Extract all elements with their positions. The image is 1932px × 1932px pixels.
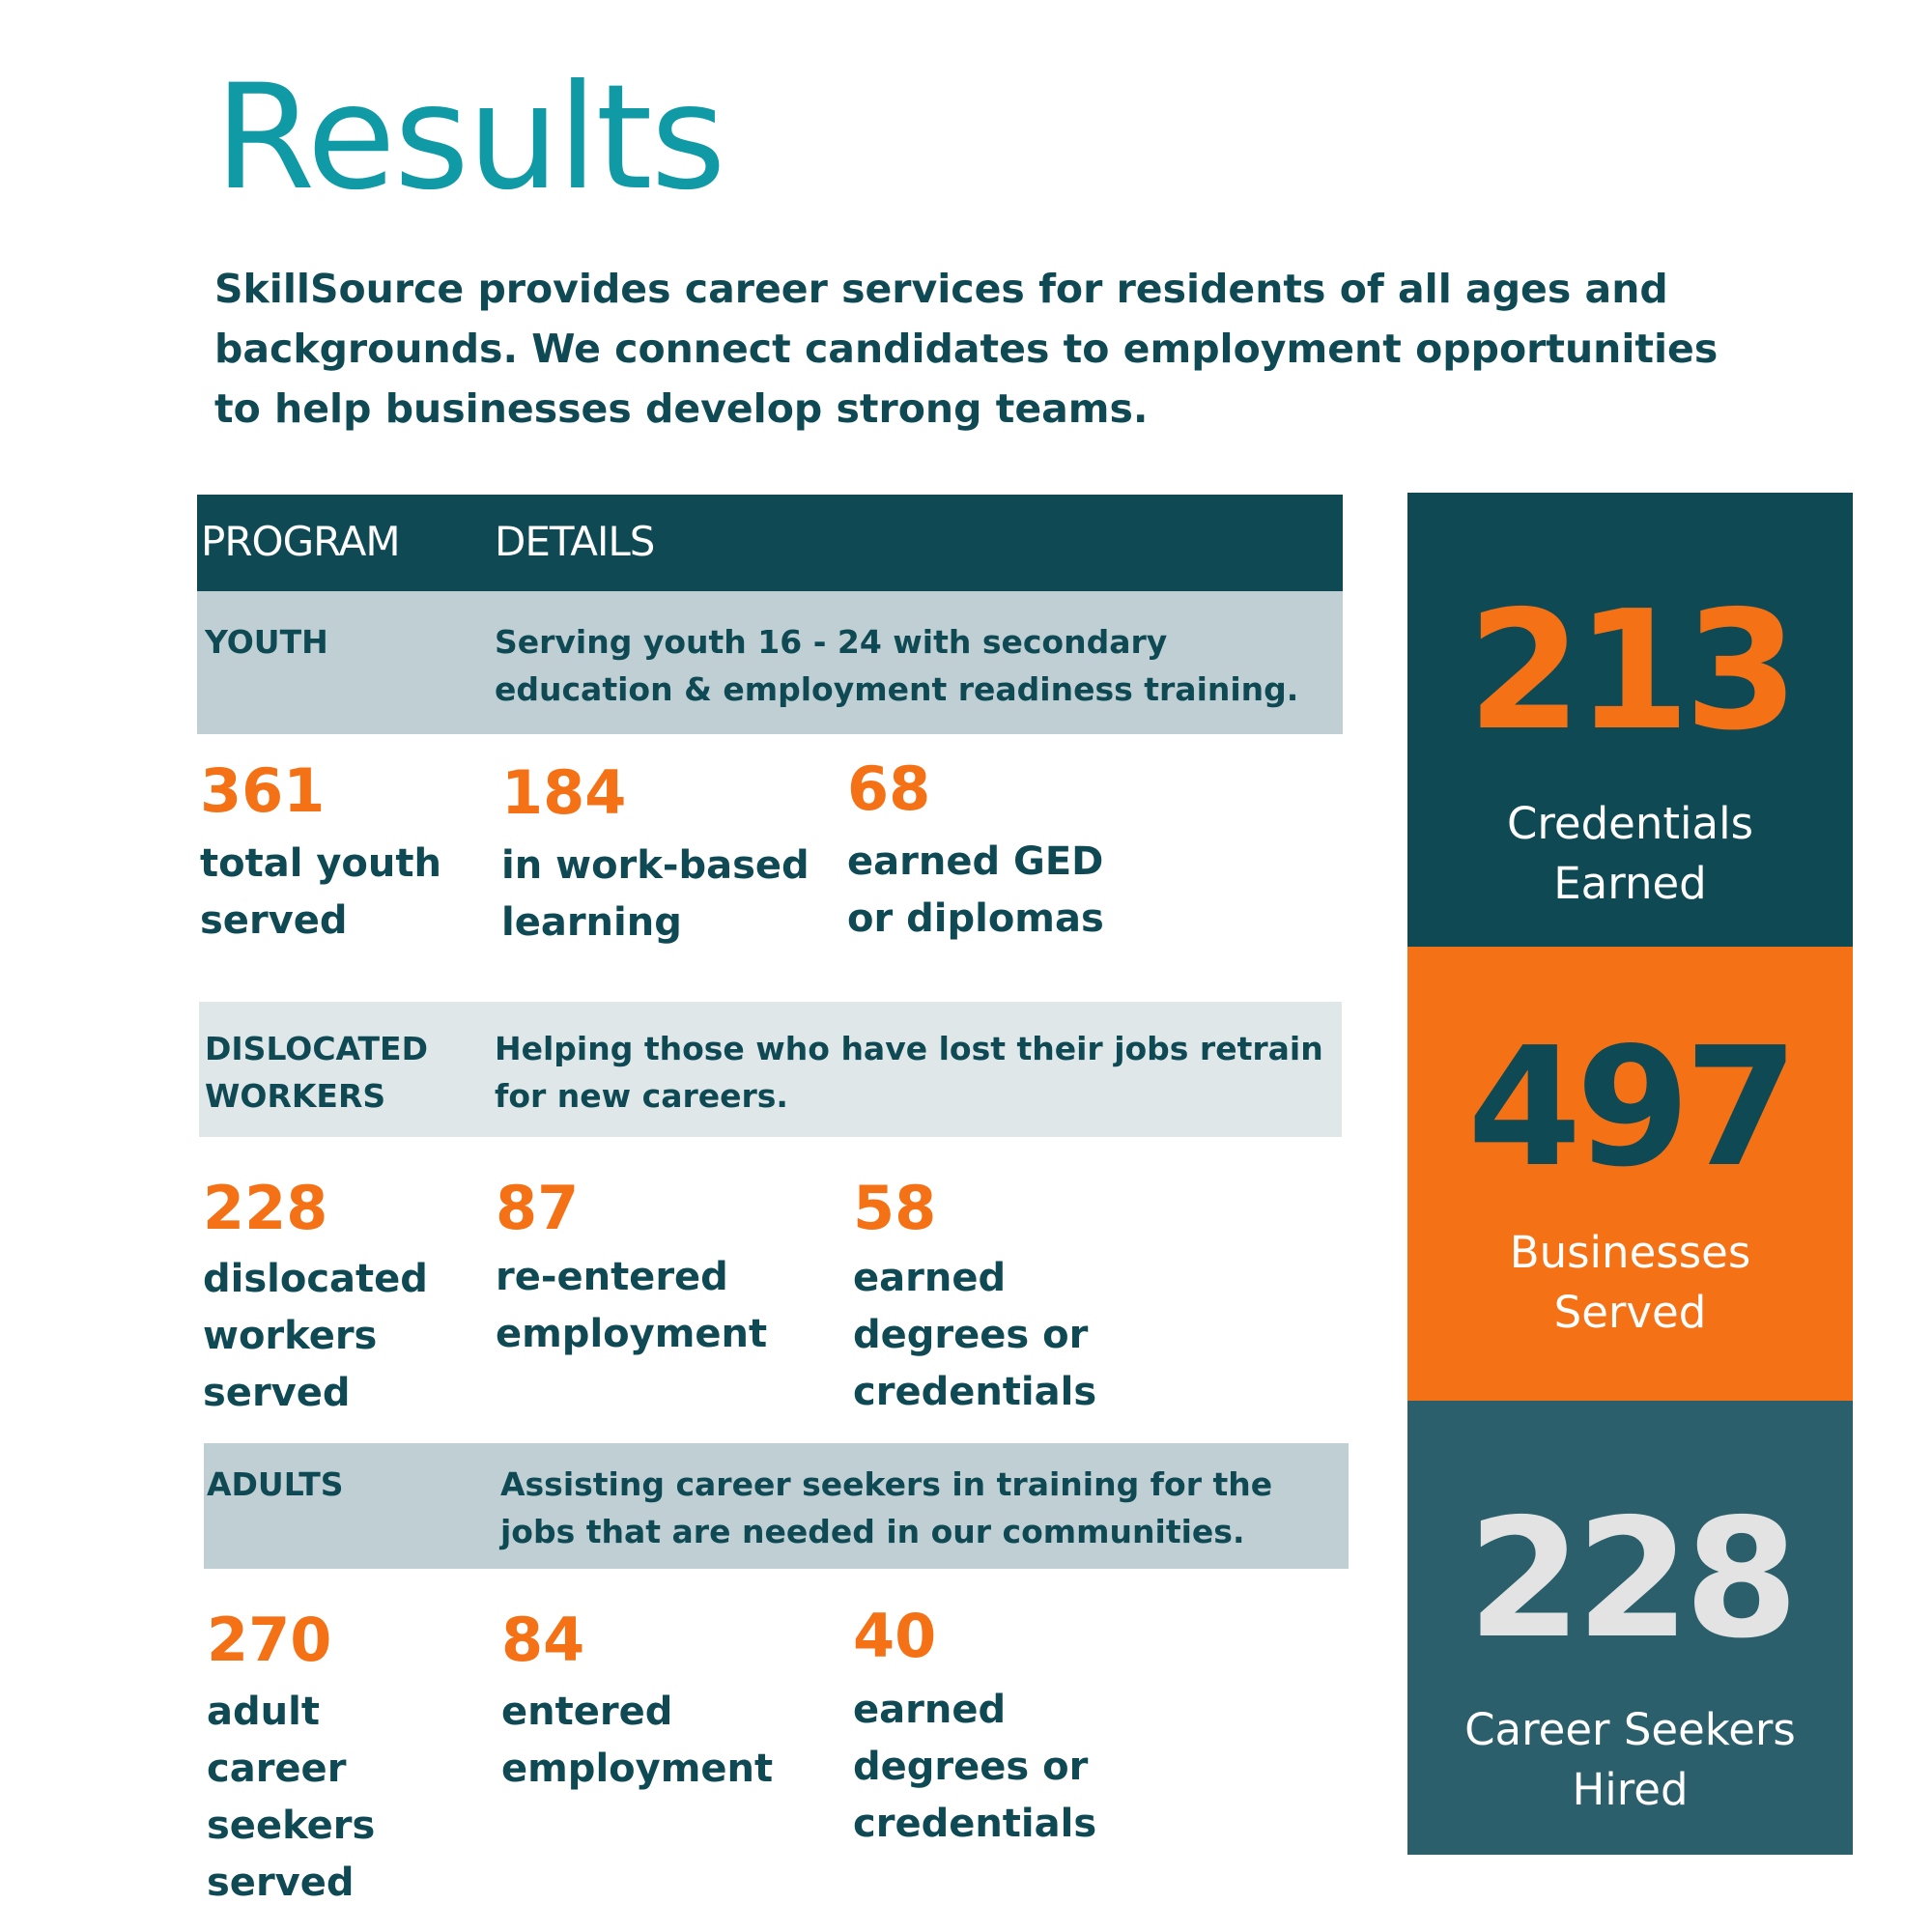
stat-value: 68 (847, 753, 931, 824)
program-details: Helping those who have lost their jobs retrain for new careers. (495, 1030, 1323, 1115)
program-band-youth (197, 591, 1343, 734)
highlight-label: Career Seekers Hired (1464, 1704, 1796, 1815)
stat-value: 58 (853, 1173, 937, 1243)
stat-label: entered employment (501, 1690, 774, 1791)
header-details: DETAILS (495, 518, 655, 565)
table-header (197, 495, 1343, 591)
intro-paragraph: SkillSource provides career services for residents of all ages and backgrounds. We connect candidates to employment opportunities to help businesses develop strong teams. (214, 266, 1719, 432)
highlight-label: Businesses Served (1509, 1227, 1751, 1338)
program-details: Serving youth 16 - 24 with secondary education & employment readiness training. (495, 623, 1299, 708)
stat-value: 40 (853, 1601, 937, 1671)
highlight-career-seekers-hired (1407, 1401, 1853, 1855)
program-band-adults (204, 1443, 1349, 1569)
stat-label: dislocated workers served (203, 1257, 428, 1415)
program-name: DISLOCATED WORKERS (205, 1030, 428, 1115)
stat-value: 184 (501, 757, 627, 828)
stat-label: earned GED or diplomas (847, 839, 1104, 941)
stat-label: adult career seekers served (207, 1690, 376, 1905)
highlight-label: Credentials Earned (1506, 798, 1754, 909)
stat-label: re-entered employment (496, 1255, 768, 1356)
highlight-credentials-earned (1407, 493, 1853, 947)
stat-value: 84 (501, 1605, 585, 1675)
header-program: PROGRAM (201, 518, 400, 565)
highlight-value: 213 (1467, 576, 1793, 767)
stat-value: 228 (203, 1173, 328, 1243)
stat-label: earned degrees or credentials (853, 1256, 1097, 1414)
program-name: YOUTH (205, 623, 328, 661)
program-details: Assisting career seekers in training for the jobs that are needed in our communities. (500, 1465, 1273, 1550)
stat-value: 361 (200, 755, 326, 826)
stat-value: 270 (207, 1605, 332, 1675)
stat-value: 87 (496, 1173, 580, 1243)
stat-label: total youth served (200, 841, 441, 943)
highlight-value: 228 (1467, 1484, 1793, 1675)
highlight-value: 497 (1467, 1012, 1793, 1204)
program-name: ADULTS (207, 1465, 344, 1503)
page-title: Results (214, 54, 724, 222)
highlight-businesses-served (1407, 947, 1853, 1401)
program-band-dislocated-workers (199, 1002, 1342, 1137)
stat-label: in work-based learning (501, 843, 810, 945)
stat-label: earned degrees or credentials (853, 1688, 1097, 1846)
